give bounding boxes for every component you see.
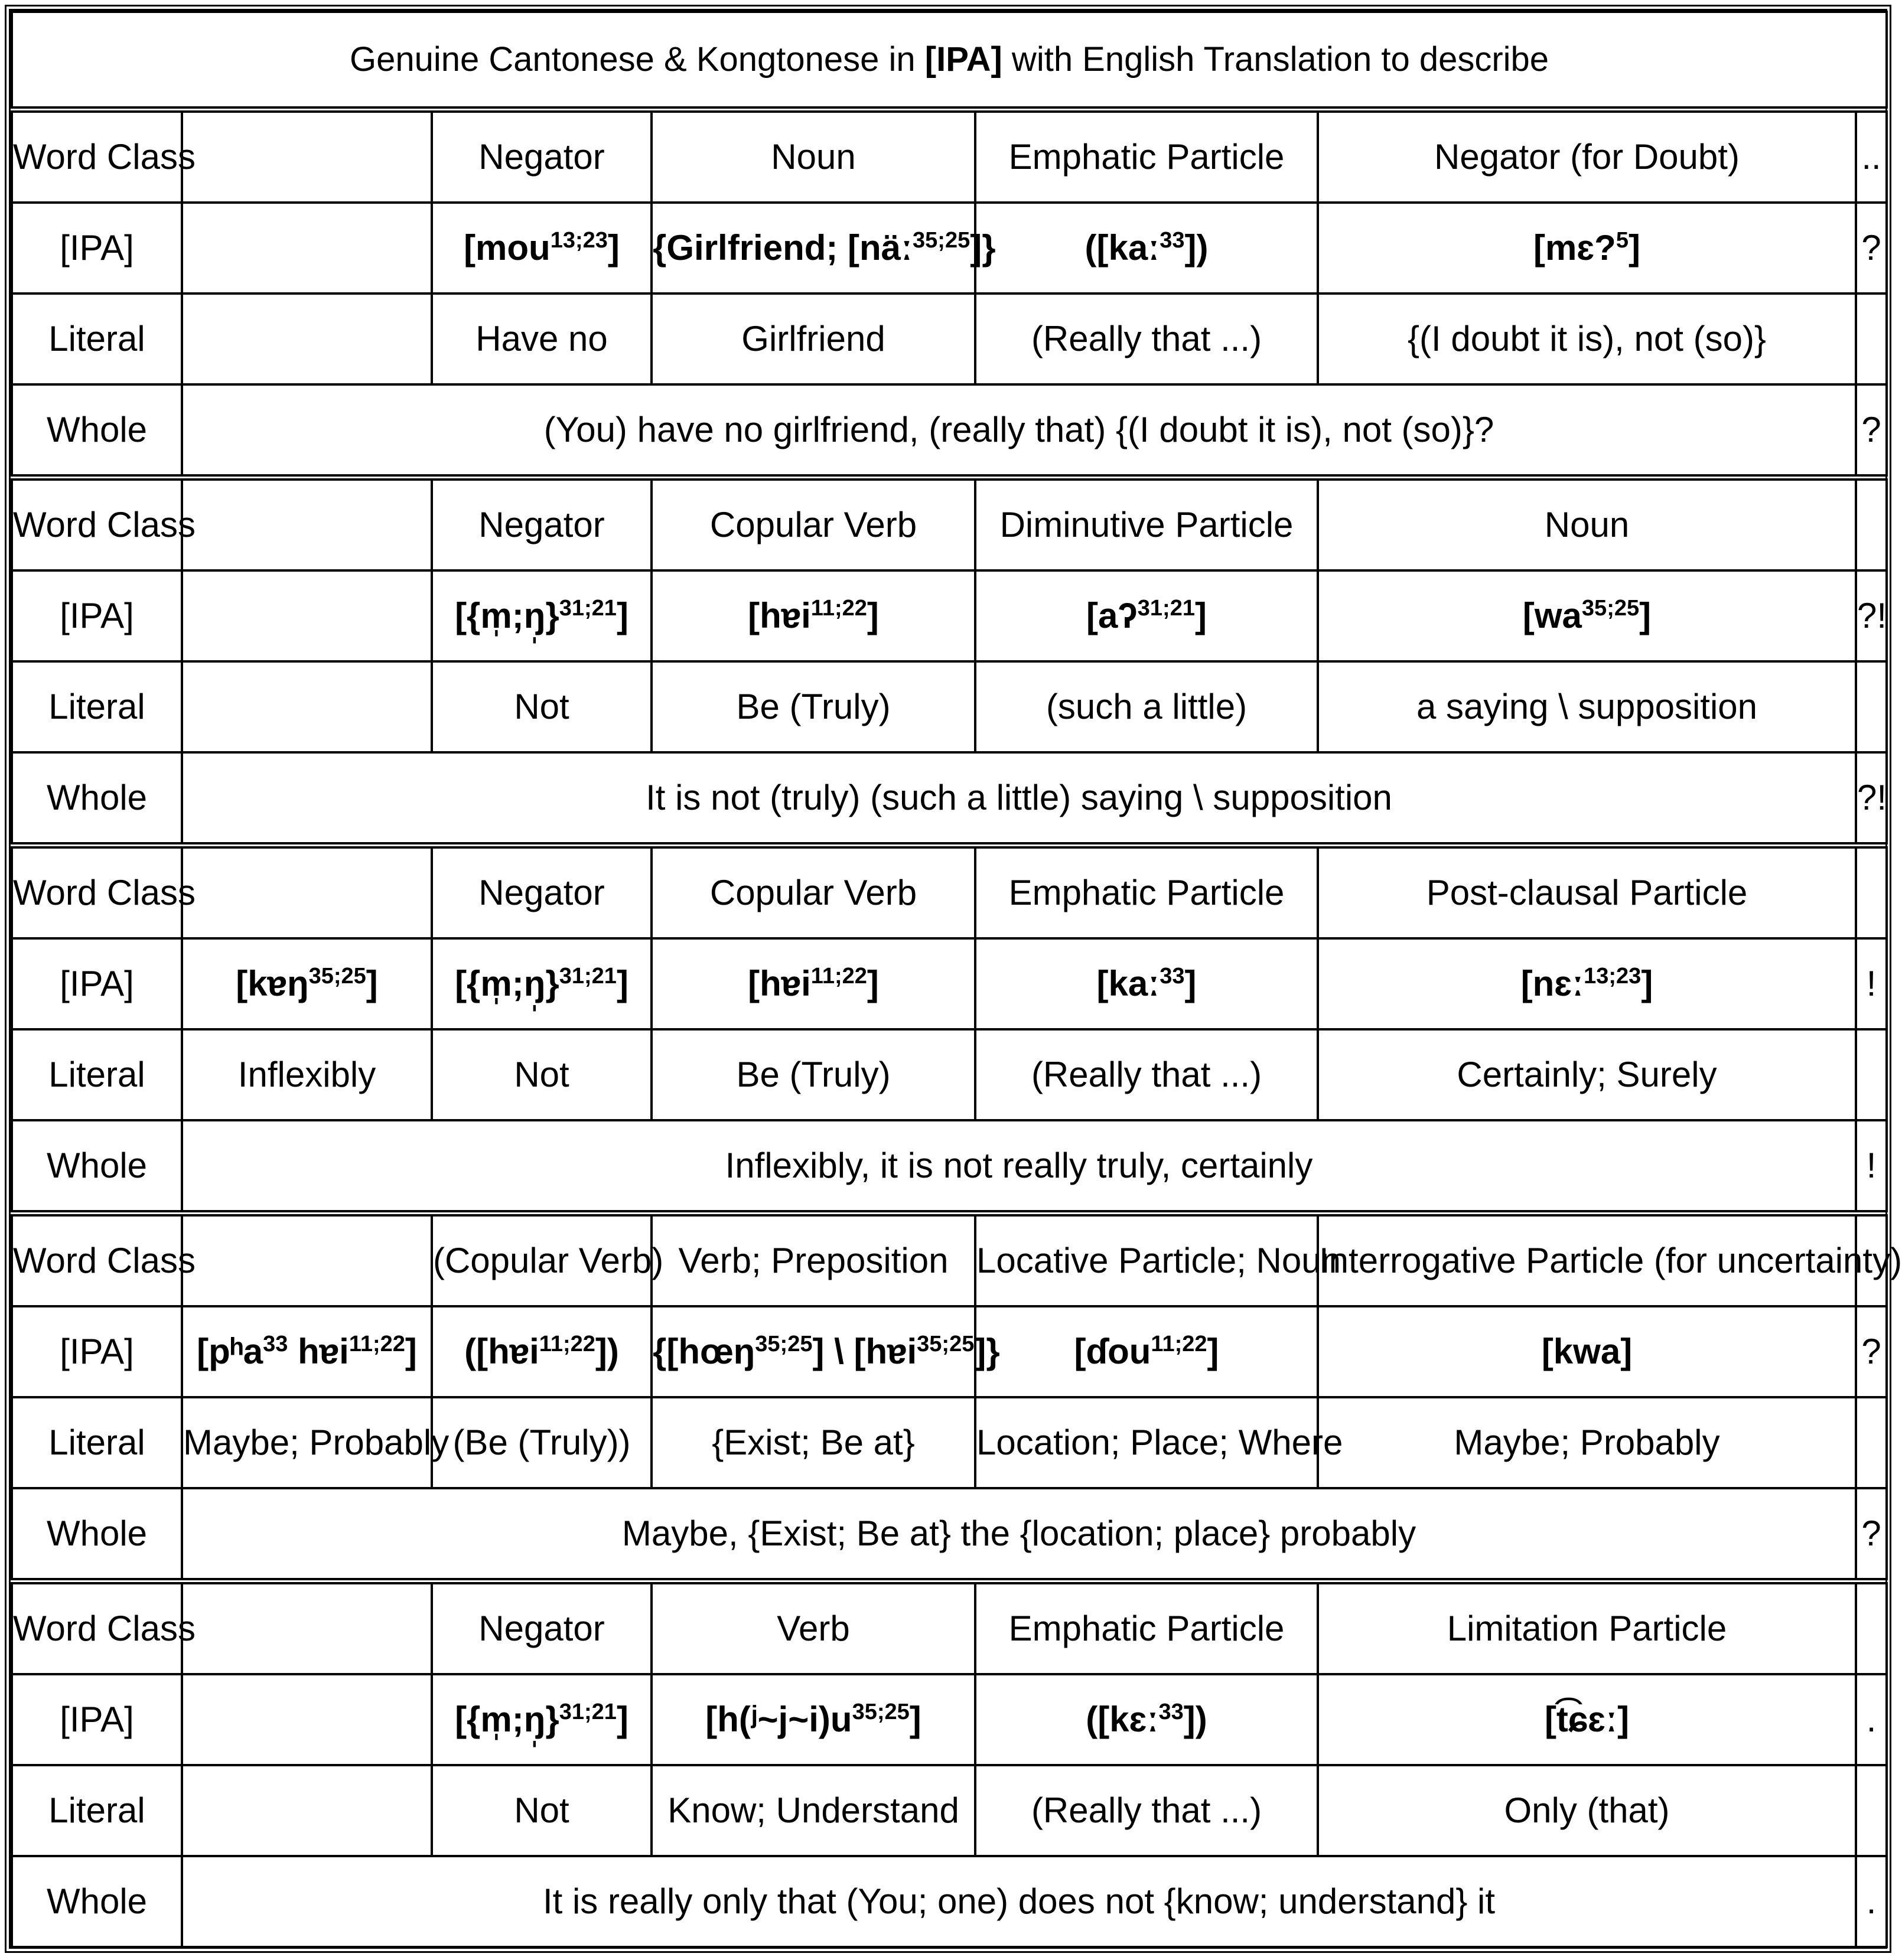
word-class-cell: Negator: [432, 846, 652, 939]
literal-row: [12, 1397, 1887, 1488]
ipa-text: [ɗou: [1074, 1332, 1151, 1371]
row-label: [IPA]: [12, 203, 182, 293]
tone-number: 35;25: [1581, 596, 1640, 621]
ipa-cell: [182, 1674, 432, 1765]
whole-row: [12, 1856, 1887, 1947]
literal-cell: Inflexibly: [182, 1029, 432, 1120]
literal-row: [12, 1029, 1887, 1120]
row-label: Whole: [12, 1120, 182, 1214]
title-text: Genuine Cantonese & Kongtonese in: [349, 40, 925, 79]
tone-number: 33: [1160, 228, 1185, 253]
ipa-row: [12, 570, 1887, 661]
row-label: Word Class: [12, 478, 182, 571]
ipa-cell: [652, 1306, 1000, 1397]
ipa-text: ]: [909, 1700, 921, 1739]
ipa-cell: [1318, 1674, 1856, 1765]
punctuation-cell: ?!: [1856, 752, 1887, 846]
word-class-cell: (Copular Verb): [432, 1214, 652, 1307]
ipa-text: ([hɐi: [464, 1332, 539, 1371]
word-class-row: [12, 478, 1887, 571]
word-class-row: [12, 110, 1887, 203]
tone-number: 35;25: [913, 228, 970, 253]
literal-cell: Know; Understand: [652, 1765, 975, 1856]
ipa-text: ]: [616, 1700, 628, 1739]
ipa-cell: [1318, 938, 1856, 1029]
literal-cell: [182, 661, 432, 752]
ipa-text: [{m̩;ŋ̩}: [455, 1700, 559, 1739]
punctuation-cell: [1856, 1397, 1887, 1488]
literal-cell: [182, 293, 432, 384]
word-class-cell: Emphatic Particle: [975, 846, 1318, 939]
ipa-text: ]}: [974, 1332, 1000, 1371]
row-label: Literal: [12, 1397, 182, 1488]
word-class-cell: [182, 846, 432, 939]
ipa-text: ]: [867, 964, 879, 1003]
literal-cell: (Really that ...): [975, 1765, 1318, 1856]
literal-cell: Have no: [432, 293, 652, 384]
punctuation-cell: !: [1856, 1120, 1887, 1214]
ipa-cell: [975, 203, 1318, 293]
tone-number: 31;21: [1137, 596, 1195, 621]
literal-row: [12, 1765, 1887, 1856]
tone-number: 35;25: [755, 1332, 813, 1356]
tone-number: 5: [1616, 228, 1629, 253]
row-label: Whole: [12, 384, 182, 478]
ipa-cell: [182, 203, 432, 293]
ipa-text: ]): [1183, 1700, 1207, 1739]
row-label: [IPA]: [12, 1306, 182, 1397]
ipa-cell: [182, 570, 432, 661]
punctuation-cell: ?: [1856, 384, 1887, 478]
ipa-text: ]: [867, 596, 879, 635]
word-class-cell: Diminutive Particle: [975, 478, 1318, 571]
word-class-cell: Negator: [432, 110, 652, 203]
row-label: Whole: [12, 752, 182, 846]
word-class-cell: [182, 110, 432, 203]
ipa-cell: [652, 203, 996, 293]
literal-cell: Be (Truly): [652, 1029, 975, 1120]
word-class-row: [12, 1214, 1887, 1307]
tone-number: 33: [1160, 964, 1185, 989]
ipa-text: [hɐi: [748, 964, 811, 1003]
row-label: Word Class: [12, 1581, 182, 1675]
word-class-cell: Emphatic Particle: [975, 1581, 1318, 1675]
ipa-text: ]: [405, 1332, 417, 1371]
punctuation-cell: ?!: [1856, 570, 1887, 661]
ipa-text: [pʰa: [197, 1332, 263, 1371]
ipa-text: ]: [1639, 596, 1652, 635]
literal-cell: Not: [432, 1765, 652, 1856]
ipa-cell: [652, 1674, 975, 1765]
ipa-cell: [975, 570, 1318, 661]
ipa-text: [{m̩;ŋ̩}: [455, 964, 559, 1003]
word-class-row: [12, 846, 1887, 939]
literal-cell: (Really that ...): [975, 1029, 1318, 1120]
row-label: Whole: [12, 1488, 182, 1581]
literal-cell: Girlfriend: [652, 293, 975, 384]
ipa-text: ]: [616, 596, 628, 635]
tone-number: 31;21: [559, 1700, 617, 1724]
ipa-text: ]: [366, 964, 378, 1003]
ipa-cell: [652, 570, 975, 661]
tone-number: 13;23: [1584, 964, 1642, 989]
title-text-end: with English Translation to describe: [1002, 40, 1549, 79]
ipa-text: ]: [1194, 596, 1207, 635]
punctuation-cell: [1856, 661, 1887, 752]
ipa-text: [t͡ɕɛː]: [1544, 1700, 1630, 1739]
word-class-cell: [1856, 478, 1887, 571]
punctuation-cell: [1856, 293, 1887, 384]
word-class-cell: [182, 478, 432, 571]
ipa-cell: [432, 570, 652, 661]
whole-translation: Maybe, {Exist; Be at} the {location; place} probably: [182, 1488, 1856, 1581]
tone-number: 11;22: [349, 1332, 405, 1356]
row-label: [IPA]: [12, 570, 182, 661]
word-class-cell: Negator: [432, 478, 652, 571]
word-class-cell: Emphatic Particle: [975, 110, 1318, 203]
ipa-cell: [182, 938, 432, 1029]
ipa-text: ]): [595, 1332, 619, 1371]
punctuation-cell: .: [1856, 1674, 1887, 1765]
ipa-text: ]: [1628, 228, 1640, 268]
tone-number: 11;22: [1151, 1332, 1207, 1356]
ipa-row: [12, 1306, 1887, 1397]
literal-cell: {(I doubt it is), not (so)}: [1318, 293, 1856, 384]
punctuation-cell: .: [1856, 1856, 1887, 1947]
tone-number: 11;22: [539, 1332, 595, 1356]
punctuation-cell: ?: [1856, 203, 1887, 293]
ipa-cell: [975, 1674, 1318, 1765]
word-class-cell: Noun: [652, 110, 975, 203]
tone-number: 31;21: [559, 964, 617, 989]
ipa-text: [{m̩;ŋ̩}: [455, 596, 559, 635]
title-ipa: [IPA]: [924, 40, 1002, 79]
row-label: Literal: [12, 293, 182, 384]
whole-translation: It is not (truly) (such a little) saying \ supposition: [182, 752, 1856, 846]
row-label: Literal: [12, 661, 182, 752]
literal-cell: (such a little): [975, 661, 1318, 752]
row-label: Word Class: [12, 846, 182, 939]
ipa-text: ]: [1207, 1332, 1219, 1371]
gloss-table: [11, 11, 1902, 1948]
whole-row: [12, 1120, 1887, 1214]
ipa-row: [12, 938, 1887, 1029]
row-label: Literal: [12, 1029, 182, 1120]
whole-translation: Inflexibly, it is not really truly, certainly: [182, 1120, 1856, 1214]
ipa-cell: [652, 938, 975, 1029]
word-class-cell: Interrogative Particle (for uncertainty): [1318, 1214, 1856, 1307]
ipa-cell: [432, 1674, 652, 1765]
whole-row: [12, 384, 1887, 478]
literal-cell: Only (that): [1318, 1765, 1856, 1856]
ipa-cell: [1318, 203, 1856, 293]
ipa-row: [12, 203, 1887, 293]
ipa-text: [kaː: [1096, 964, 1160, 1003]
ipa-cell: [975, 938, 1318, 1029]
word-class-cell: Copular Verb: [652, 846, 975, 939]
word-class-cell: Negator (for Doubt): [1318, 110, 1856, 203]
ipa-cell: [975, 1306, 1318, 1397]
ipa-row: [12, 1674, 1887, 1765]
punctuation-cell: !: [1856, 938, 1887, 1029]
ipa-text: ]: [616, 964, 628, 1003]
ipa-text: ]}: [970, 228, 996, 268]
ipa-text: ] \ [hɐi: [812, 1332, 917, 1371]
word-class-cell: [1856, 1581, 1887, 1675]
literal-row: [12, 661, 1887, 752]
ipa-text: ([kɛː: [1086, 1700, 1159, 1739]
whole-translation: (You) have no girlfriend, (really that) {(I doubt it is), not (so)}?: [182, 384, 1856, 478]
literal-cell: Maybe; Probably: [182, 1397, 432, 1488]
word-class-cell: Verb: [652, 1581, 975, 1675]
gloss-blocks: [12, 110, 1902, 1948]
row-label: Literal: [12, 1765, 182, 1856]
tone-number: 11;22: [810, 964, 867, 989]
row-label: Word Class: [12, 110, 182, 203]
ipa-cell: [432, 203, 652, 293]
literal-cell: Not: [432, 661, 652, 752]
tone-number: 35;25: [852, 1700, 910, 1724]
ipa-text: {Girlfriend; [näː: [653, 228, 913, 268]
row-label: [IPA]: [12, 1674, 182, 1765]
literal-cell: [182, 1765, 432, 1856]
punctuation-cell: [1856, 1765, 1887, 1856]
ipa-cell: [432, 1306, 652, 1397]
word-class-cell: [1856, 846, 1887, 939]
table-title: [12, 12, 1887, 110]
literal-cell: Not: [432, 1029, 652, 1120]
ipa-text: [h(ʲ~j~i)u: [705, 1700, 852, 1739]
tone-number: 33: [1158, 1700, 1184, 1724]
ipa-cell: [182, 1306, 432, 1397]
ipa-text: ([kaː: [1084, 228, 1160, 268]
row-label: Whole: [12, 1856, 182, 1947]
word-class-cell: [182, 1581, 432, 1675]
literal-row: [12, 293, 1887, 384]
punctuation-cell: ?: [1856, 1306, 1887, 1397]
word-class-cell: Post-clausal Particle: [1318, 846, 1856, 939]
tone-number: 13;23: [550, 228, 608, 253]
punctuation-cell: ?: [1856, 1488, 1887, 1581]
word-class-cell: [182, 1214, 432, 1307]
ipa-text: [nɛː: [1520, 964, 1584, 1003]
row-label: Word Class: [12, 1214, 182, 1307]
literal-cell: Location; Place; Where: [975, 1397, 1318, 1488]
ipa-text: [hɐi: [748, 596, 811, 635]
word-class-cell: Locative Particle; Noun: [975, 1214, 1318, 1307]
word-class-cell: Copular Verb: [652, 478, 975, 571]
ipa-cell: [432, 938, 652, 1029]
whole-translation: It is really only that (You; one) does not {know; understand} it: [182, 1856, 1856, 1947]
word-class-cell: Noun: [1318, 478, 1856, 571]
literal-cell: {Exist; Be at}: [652, 1397, 975, 1488]
ipa-text: ]: [1641, 964, 1653, 1003]
table-frame: [5, 5, 1902, 1953]
ipa-text: ]): [1184, 228, 1209, 268]
ipa-text: [wa: [1522, 596, 1582, 635]
tone-number: 11;22: [810, 596, 867, 621]
ipa-text: [aʔ: [1086, 596, 1138, 635]
whole-row: [12, 1488, 1887, 1581]
word-class-cell: Limitation Particle: [1318, 1581, 1856, 1675]
ipa-text: [kwa]: [1541, 1332, 1633, 1371]
word-class-cell: Verb; Preposition: [652, 1214, 975, 1307]
ipa-text: hɐi: [288, 1332, 349, 1371]
punctuation-cell: [1856, 1029, 1887, 1120]
ipa-text: [mɛ?: [1533, 228, 1616, 268]
ipa-cell: [1318, 570, 1856, 661]
ipa-text: ]: [1184, 964, 1197, 1003]
ipa-text: {[hœŋ: [653, 1332, 755, 1371]
ipa-cell: [1318, 1306, 1856, 1397]
word-class-cell: Negator: [432, 1581, 652, 1675]
literal-cell: Be (Truly): [652, 661, 975, 752]
tone-number: 31;21: [559, 596, 617, 621]
literal-cell: (Be (Truly)): [432, 1397, 652, 1488]
tone-number: 33: [263, 1332, 288, 1356]
literal-cell: a saying \ supposition: [1318, 661, 1856, 752]
word-class-row: [12, 1581, 1887, 1675]
whole-row: [12, 752, 1887, 846]
tone-number: 35;25: [308, 964, 366, 989]
tone-number: 35;25: [917, 1332, 975, 1356]
ipa-text: [mou: [464, 228, 551, 268]
literal-cell: Maybe; Probably: [1318, 1397, 1856, 1488]
literal-cell: (Really that ...): [975, 293, 1318, 384]
row-label: [IPA]: [12, 938, 182, 1029]
ipa-text: [kɐŋ: [236, 964, 309, 1003]
literal-cell: Certainly; Surely: [1318, 1029, 1856, 1120]
ipa-text: ]: [607, 228, 620, 268]
word-class-cell: ..: [1856, 110, 1887, 203]
